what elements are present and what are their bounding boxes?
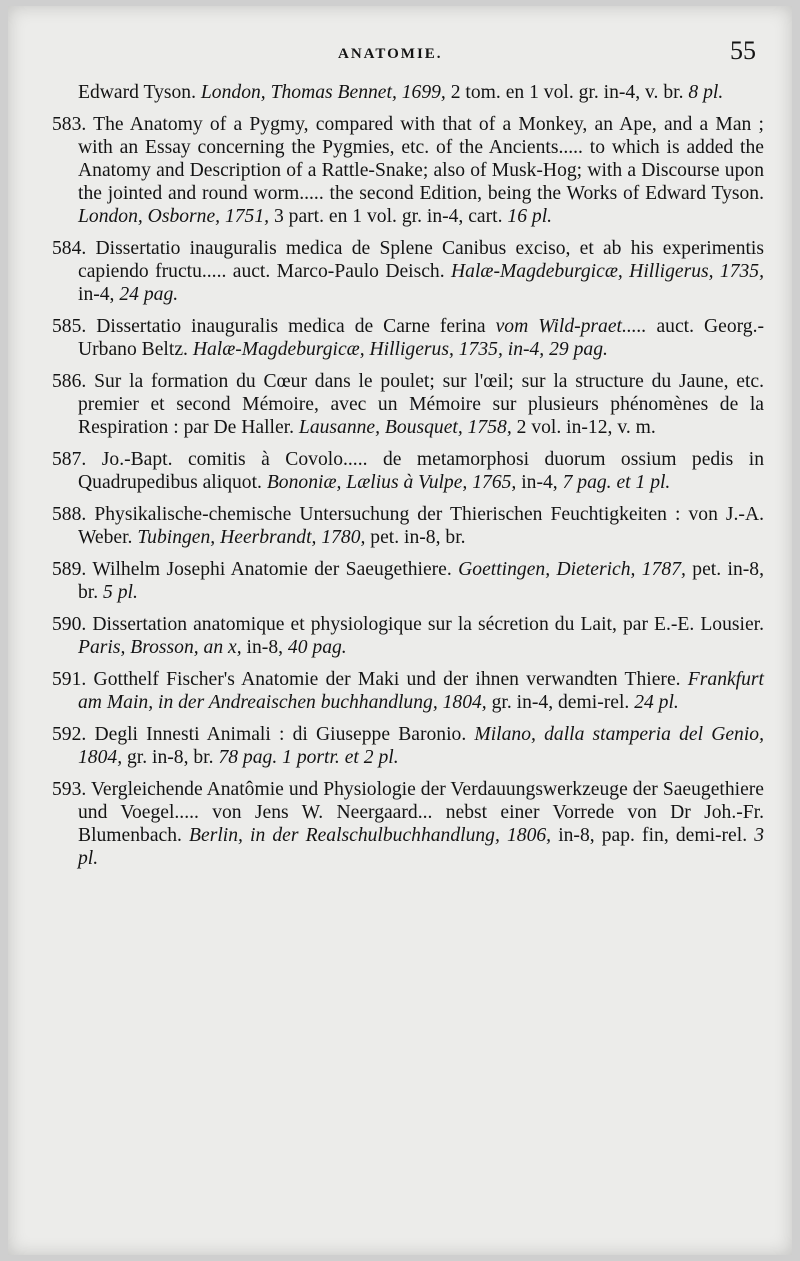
list-item: 586. Sur la formation du Cœur dans le poulet; sur l'œil; sur la structure du Jaune, etc. premier et second Mémoire, avec un Mémoire sur plusieurs phénomènes de la Respiration : par De Haller. Lausanne, Bousquet, 1758, 2 vol. in-12, v. m.: [52, 371, 764, 438]
list-item: 587. Jo.-Bapt. comitis à Covolo..... de metamorphosi duorum ossium pedis in Quadrupedibus aliquot. Bononiæ, Lælius à Vulpe, 1765, in-4, 7 pag. et 1 pl.: [52, 449, 764, 493]
list-item: 588. Physikalische-chemische Untersuchung der Thierischen Feuchtigkeiten : von J.-A. Weber. Tubingen, Heerbrandt, 1780, pet. in-8, br.: [52, 504, 764, 548]
running-title: ANATOMIE.: [338, 46, 443, 62]
list-item: 592. Degli Innesti Animali : di Giuseppe Baronio. Milano, dalla stamperia del Genio, 1804, gr. in-8, br. 78 pag. 1 portr. et 2 pl.: [52, 724, 764, 768]
page-header: [8, 36, 792, 76]
list-item: Edward Tyson. London, Thomas Bennet, 1699, 2 tom. en 1 vol. gr. in-4, v. br. 8 pl.: [78, 82, 724, 103]
list-item: 589. Wilhelm Josephi Anatomie der Saeugethiere. Goettingen, Dieterich, 1787, pet. in-8, br. 5 pl.: [52, 559, 764, 603]
page-number: 55: [730, 36, 756, 65]
list-item: 583. The Anatomy of a Pygmy, compared with that of a Monkey, an Ape, and a Man ; with an Essay concerning the Pygmies, etc. of the Ancients..... to which is added the Anatomy and Description of a Rattle-Snake; also of Musk-Hog; with a Discourse upon the jointed and round worm..... the second Edition, being the Works of Edward Tyson. London, Osborne, 1751, 3 part. en 1 vol. gr. in-4, cart. 16 pl.: [52, 114, 764, 227]
book-page: [8, 6, 792, 1255]
list-item: 593. Vergleichende Anatômie und Physiologie der Verdauungswerkzeuge der Saeugethiere und Voegel..... von Jens W. Neergaard... nebst einer Vorrede von Dr Joh.-Fr. Blumenbach. Berlin, in der Realschulbuchhandlung, 1806, in-8, pap. fin, demi-rel. 3 pl.: [52, 779, 765, 869]
list-item: 591. Gotthelf Fischer's Anatomie der Maki und der ihnen verwandten Thiere. Frankfurt am Main, in der Andreaischen buchhandlung, 1804, gr. in-4, demi-rel. 24 pl.: [52, 669, 764, 713]
list-item: 590. Dissertation anatomique et physiologique sur la sécretion du Lait, par E.-E. Lousier. Paris, Brosson, an x, in-8, 40 pag.: [52, 614, 764, 658]
list-item: 584. Dissertatio inauguralis medica de Splene Canibus exciso, et ab his experimentis capiendo fructu..... auct. Marco-Paulo Deisch. Halæ-Magdeburgicæ, Hilligerus, 1735, in-4, 24 pag.: [52, 238, 764, 305]
catalogue-entries: [52, 81, 764, 879]
list-item: 585. Dissertatio inauguralis medica de Carne ferina vom Wild-praet..... auct. Georg.-Urbano Beltz. Halæ-Magdeburgicæ, Hilligerus, 1735, in-4, 29 pag.: [52, 316, 765, 360]
